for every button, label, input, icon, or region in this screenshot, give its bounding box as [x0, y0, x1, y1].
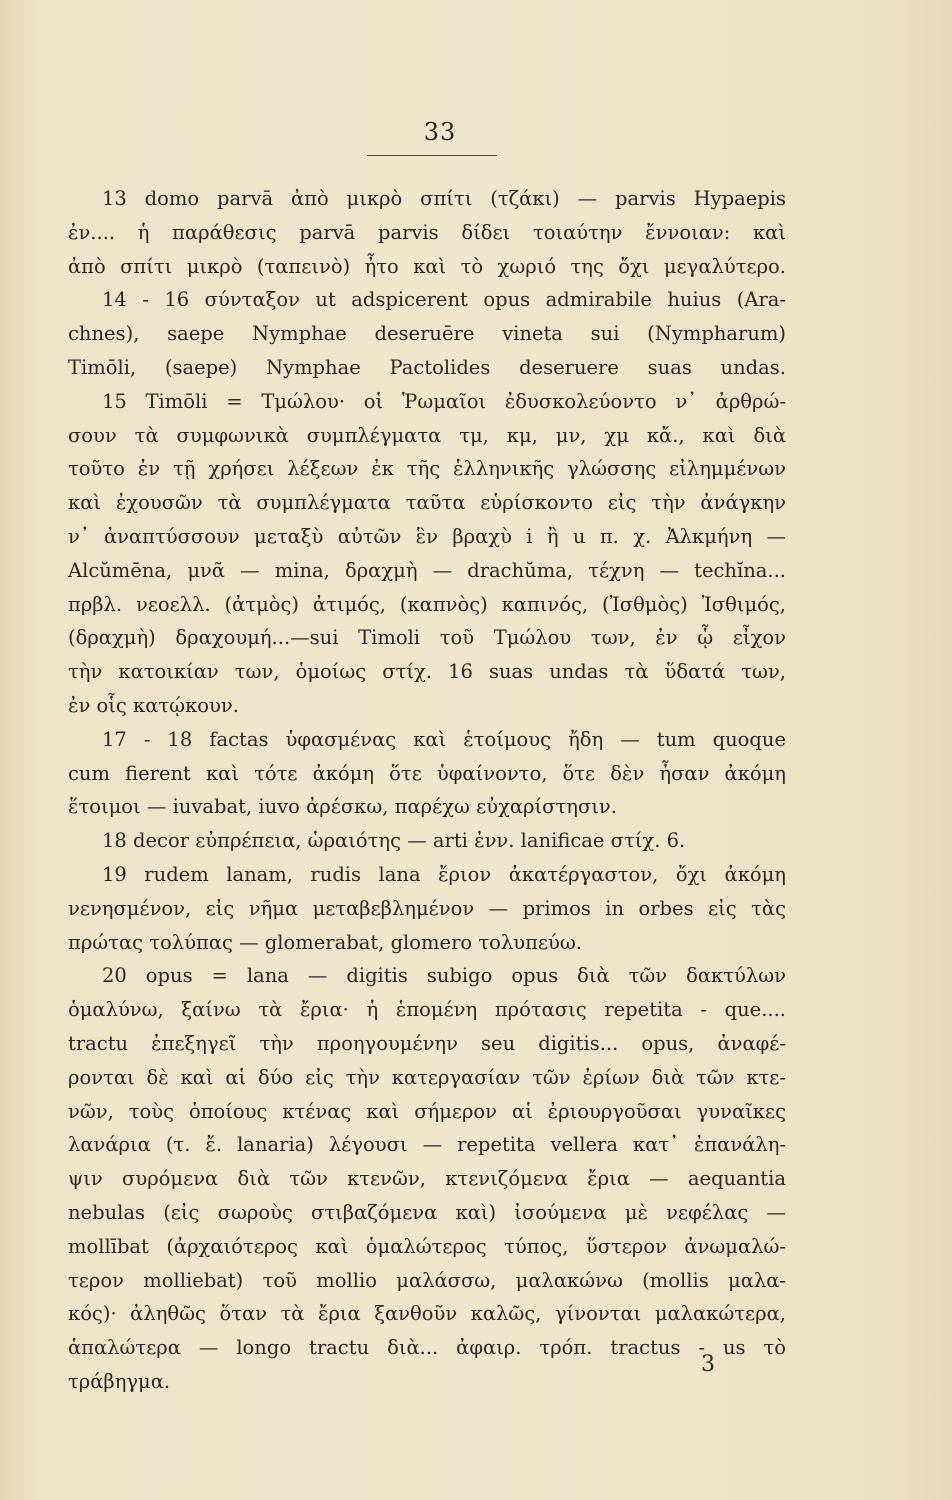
text-line: ἕτοιμοι — iuvabat, iuvo ἀρέσκω, παρέχω εὐχαρίστησιν. [68, 795, 617, 819]
text-line: τερον molliebat) τοῦ mollio μαλάσσω, μαλακώνω (mollis μαλα- [68, 1268, 786, 1292]
page-number: 33 [423, 118, 457, 146]
text-line: ὁμαλύνω, ξαίνω τὰ ἔρια· ἡ ἑπομένη πρότασις repetita - que.... [68, 998, 786, 1022]
text-line: ἀπὸ σπίτι μικρὸ (ταπεινὸ) ἦτο καὶ τὸ χωριό της ὄχι μεγαλύτερο. [68, 254, 786, 278]
text-line: 20 opus = lana — digitis subigo opus διὰ τῶν δακτύλων [102, 964, 786, 988]
text-line: τράβηγμα. [68, 1369, 171, 1393]
text-line: ρονται δὲ καὶ αἱ δύο εἰς τὴν κατεργασίαν τῶν ἐρίων διὰ τῶν κτε- [68, 1065, 786, 1089]
signature-mark: 3 [701, 1352, 715, 1377]
text-line: 15 Timōli = Τμώλου· οἱ Ῥωμαῖοι ἐδυσκολεύοντο ν᾽ ἀρθρώ- [102, 389, 786, 413]
text-line: σουν τὰ συμφωνικὰ συμπλέγματα τμ, κμ, μν, χμ κἄ., καὶ διὰ [68, 423, 786, 447]
text-line: ἁπαλώτερα — longo tractu διὰ... ἀφαιρ. τρόπ. tractus - us τὸ [68, 1336, 786, 1360]
text-line: 18 decor εὐπρέπεια, ὡραιότης — arti ἐνν. lanificae στίχ. 6. [102, 829, 686, 853]
text-line: 13 domo parvā ἀπὸ μικρὸ σπίτι (τζάκι) — parvis Hypaepis [102, 187, 786, 210]
text-line: τὴν κατοικίαν των, ὁμοίως στίχ. 16 suas undas τὰ ὕδατά των, [68, 660, 786, 684]
text-line: nebulas (εἰς σωροὺς στιβαζόμενα καὶ) ἰσούμενα μὲ νεφέλας — [68, 1200, 786, 1224]
text-line: πρβλ. νεοελλ. (ἀτμὸς) ἀτιμός, (καπνὸς) καπινός, (Ἰσθμὸς) Ἰσθιμός, [68, 592, 786, 616]
text-line: καὶ ἐχουσῶν τὰ συμπλέγματα ταῦτα εὑρίσκοντο εἰς τὴν ἀνάγκην [68, 491, 786, 515]
text-line: ἐν.... ἡ παράθεσις parvā parvis δίδει τοιαύτην ἔννοιαν: καὶ [68, 220, 786, 244]
text-line: ψιν συρόμενα διὰ τῶν κτενῶν, κτενιζόμενα ἔρια — aequantia [68, 1167, 786, 1191]
text-line: τοῦτο ἐν τῇ χρήσει λέξεων ἐκ τῆς ἑλληνικῆς γλώσσης εἰλημμένων [68, 457, 786, 481]
text-line: tractu ἐπεξηγεῖ τὴν προηγουμένην seu digitis... opus, ἀναφέ- [68, 1031, 786, 1055]
header-rule [367, 155, 497, 156]
text-line: cum fierent καὶ τότε ἀκόμη ὅτε ὑφαίνοντο, ὅτε δὲν ἦσαν ἀκόμη [68, 761, 786, 785]
text-line: 17 - 18 factas ὑφασμένας καὶ ἑτοίμους ἤδη — tum quoque [102, 727, 786, 751]
text-line: λανάρια (τ. ἔ. lanaria) λέγουσι — repetita vellera κατ᾽ ἐπανάλη- [68, 1133, 786, 1157]
text-line: ν᾽ ἀναπτύσσουν μεταξὺ αὐτῶν ἓν βραχὺ i ἢ u π. χ. Ἀλκμήνη — [68, 524, 786, 548]
text-line: (δραχμὴ) δραχουμή...—sui Timoli τοῦ Τμώλου των, ἐν ᾧ εἶχον [68, 626, 786, 650]
text-line: νενησμένον, εἰς νῆμα μεταβεβλημένον — primos in orbes εἰς τὰς [68, 896, 786, 920]
text-line: ἐν οἷς κατῴκουν. [68, 693, 239, 717]
text-line: chnes), saepe Nymphae deseruēre vineta sui (Nympharum) [68, 322, 786, 346]
text-line: κός)· ἀληθῶς ὅταν τὰ ἔρια ξανθοῦν καλῶς, γίνονται μαλακώτερα, [68, 1302, 786, 1326]
text-line: Alcŭmēna, μνᾶ — mina, δραχμὴ — drachŭma, τέχνη — techĭna... [68, 558, 786, 582]
text-line: 14 - 16 σύνταξον ut adspicerent opus admirabile huius (Ara- [102, 288, 786, 312]
text-line: πρώτας τολύπας — glomerabat, glomero τολυπεύω. [68, 930, 582, 954]
text-line: 19 rudem lanam, rudis lana ἔριον ἀκατέργαστον, ὄχι ἀκόμη [102, 862, 786, 886]
commentary-text [68, 182, 786, 1399]
text-line: Timōli, (saepe) Nymphae Pactolides deseruere suas undas. [68, 355, 786, 379]
text-line: mollībat (ἀρχαιότερος καὶ ὁμαλώτερος τύπος, ὕστερον ἀνωμαλώ- [68, 1234, 786, 1258]
text-line: νῶν, τοὺς ὁποίους κτένας καὶ σήμερον αἱ ἐριουργοῦσαι γυναῖκες [68, 1099, 786, 1123]
